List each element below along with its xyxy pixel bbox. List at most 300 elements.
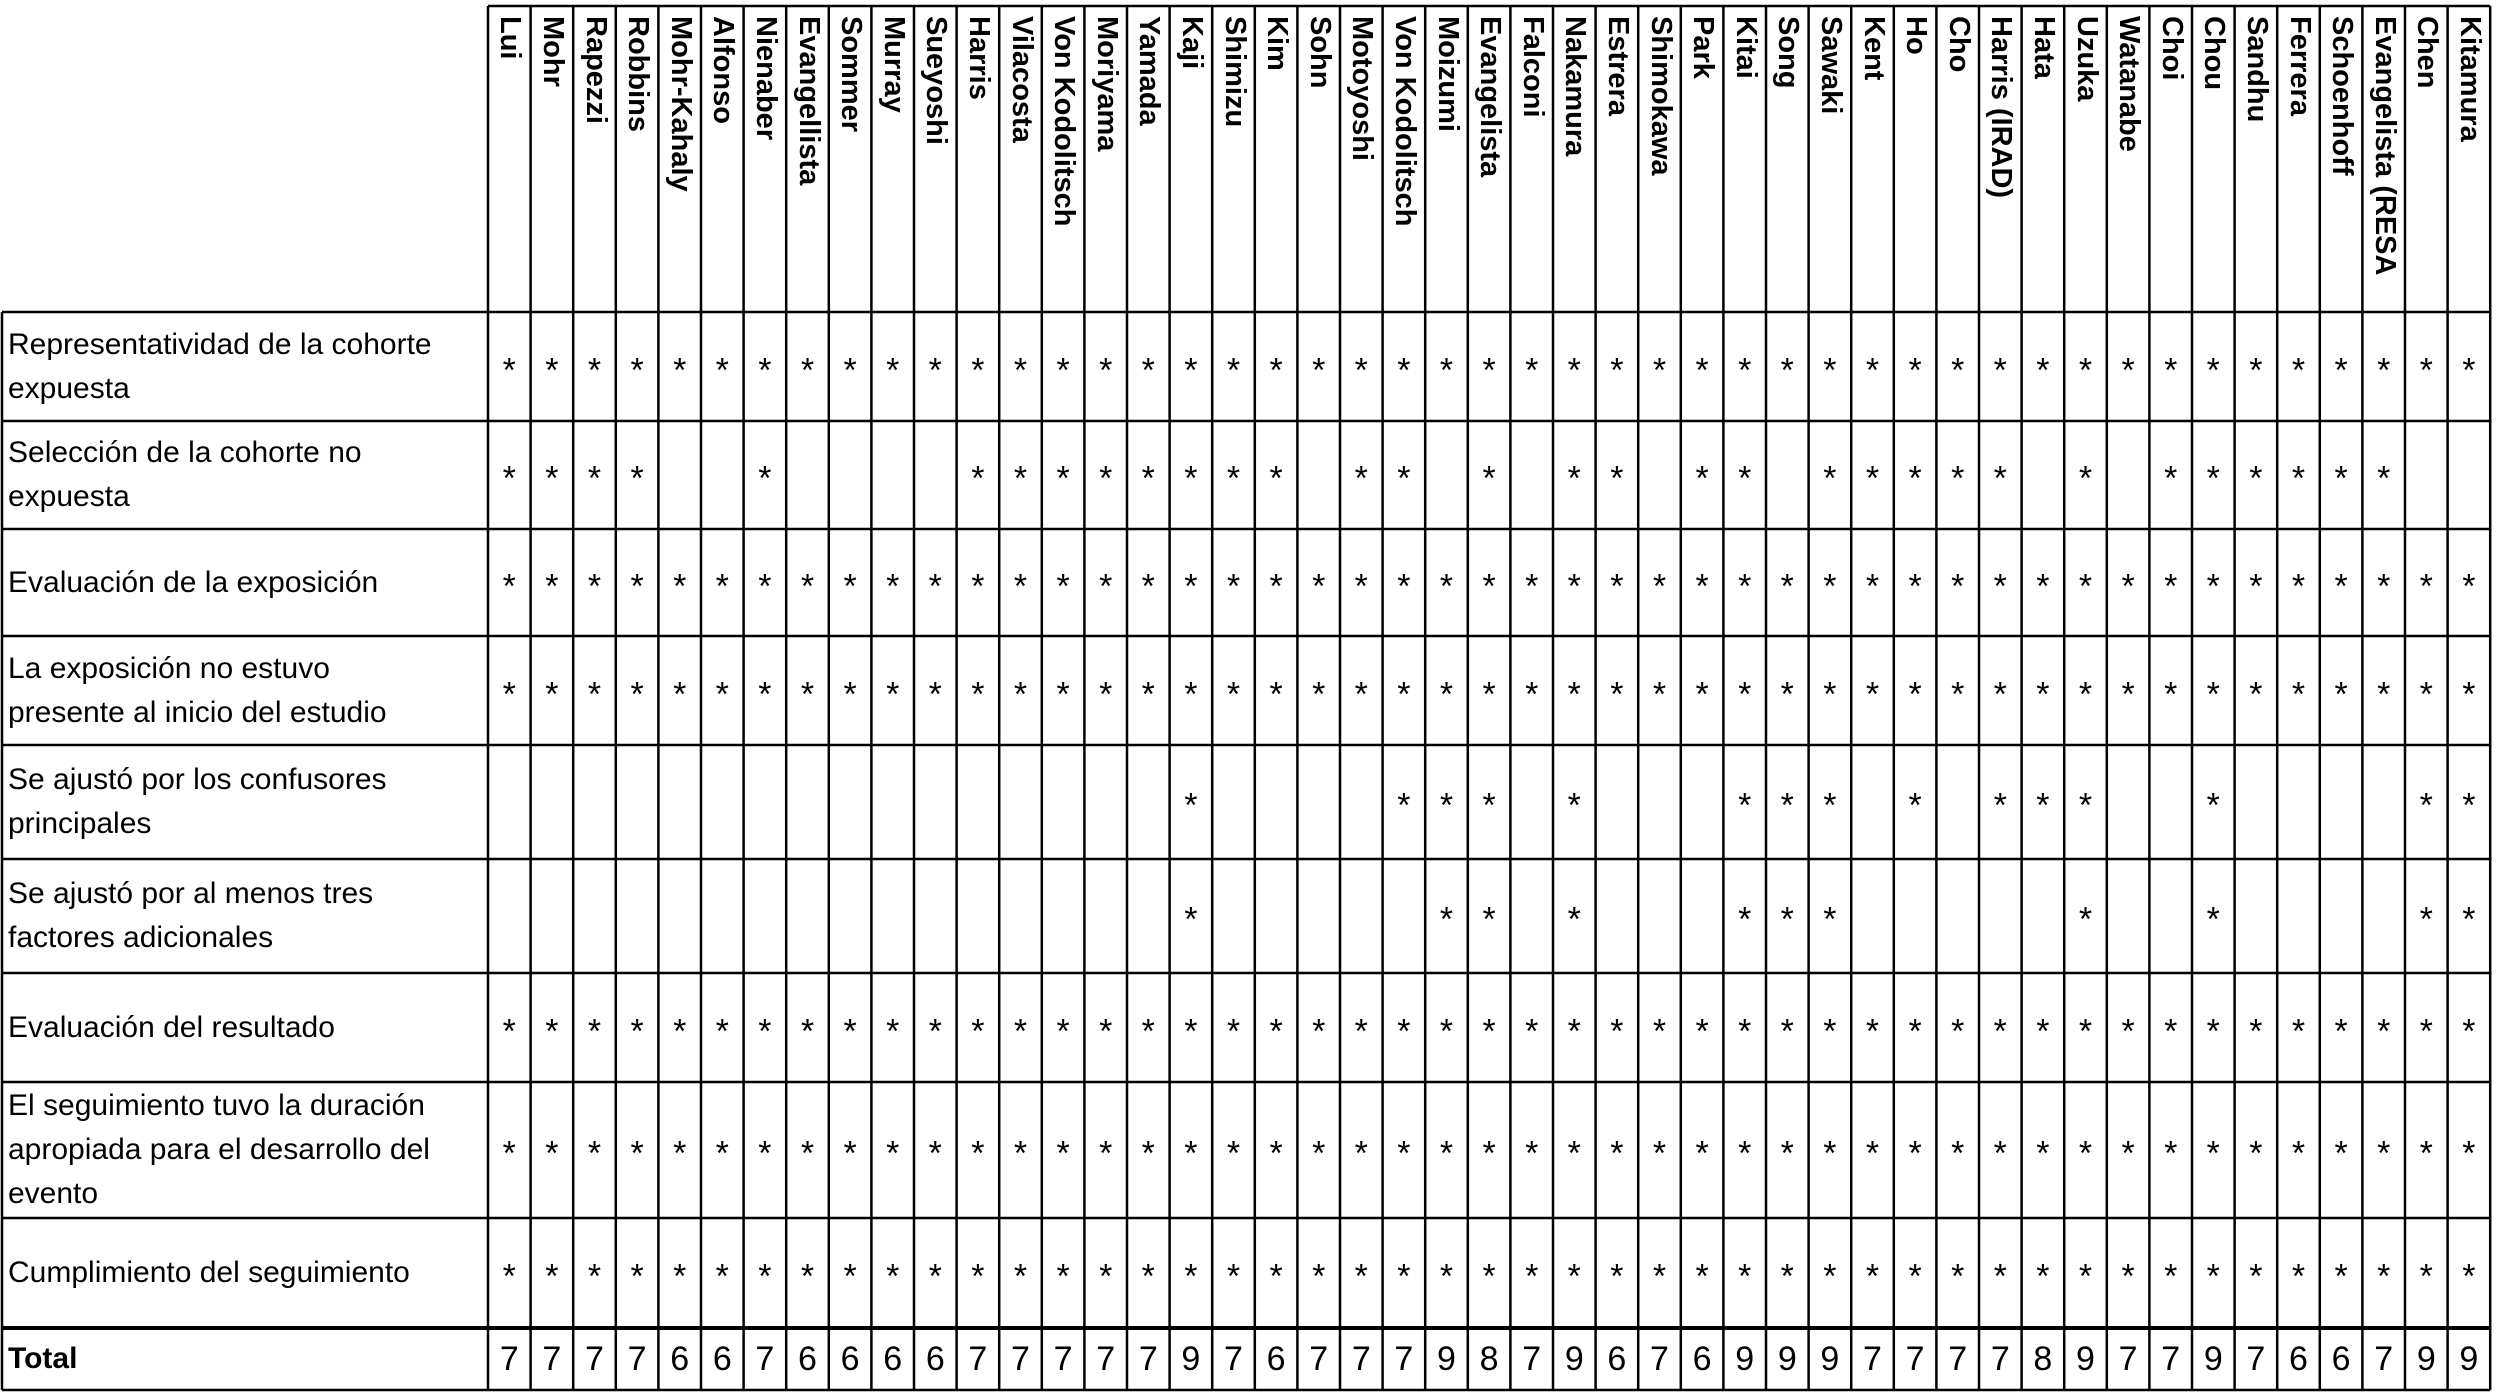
- study-header: Nakamura: [1559, 16, 1592, 157]
- criterion-star-mark: *: [2206, 786, 2220, 825]
- total-score: 9: [2203, 1340, 2223, 1378]
- criterion-star-mark: *: [1695, 1011, 1709, 1050]
- study-header: Evangelista (RESA: [2368, 16, 2401, 276]
- criterion-star-mark: *: [1652, 1011, 1667, 1050]
- criterion-star-mark: *: [1780, 674, 1794, 713]
- criterion-star-mark: *: [2334, 1257, 2348, 1296]
- criterion-star-mark: *: [1823, 786, 1837, 825]
- criterion-star-mark: *: [2121, 566, 2135, 605]
- criterion-star-mark: *: [1567, 674, 1581, 713]
- criterion-star-mark: *: [1993, 786, 2007, 825]
- criterion-star-mark: *: [1312, 1011, 1326, 1050]
- criterion-star-mark: *: [843, 674, 857, 713]
- criterion-star-mark: *: [1184, 459, 1198, 498]
- criterion-star-mark: *: [1141, 674, 1155, 713]
- criterion-star-mark: *: [1056, 1257, 1070, 1296]
- study-header: Estrera: [1601, 16, 1634, 116]
- total-score: 9: [2459, 1340, 2479, 1378]
- criterion-star-mark: *: [1738, 1011, 1752, 1050]
- criterion-star-mark: *: [2419, 1011, 2433, 1050]
- criterion-star-mark: *: [1652, 350, 1667, 389]
- criterion-label: Selección de la cohorte no expuesta: [8, 436, 362, 513]
- criterion-star-mark: *: [971, 350, 985, 389]
- criterion-star-mark: *: [1823, 350, 1837, 389]
- criterion-star-mark: *: [1184, 1011, 1198, 1050]
- criterion-star-mark: *: [1908, 350, 1922, 389]
- criterion-star-mark: *: [1397, 786, 1411, 825]
- criterion-star-mark: *: [1439, 1257, 1454, 1296]
- criterion-star-mark: *: [1354, 350, 1368, 389]
- criterion-star-mark: *: [843, 566, 857, 605]
- criterion-star-mark: *: [2164, 350, 2178, 389]
- criterion-star-mark: *: [1312, 1134, 1326, 1173]
- criterion-star-mark: *: [2206, 459, 2220, 498]
- criterion-star-mark: *: [800, 1257, 815, 1296]
- criterion-star-mark: *: [2249, 1011, 2263, 1050]
- total-score: 7: [499, 1340, 519, 1378]
- criterion-star-mark: *: [1738, 350, 1752, 389]
- criterion-star-mark: *: [1567, 566, 1581, 605]
- total-score: 7: [2374, 1340, 2394, 1378]
- total-score: 7: [2118, 1340, 2138, 1378]
- criterion-star-mark: *: [1823, 459, 1837, 498]
- criterion-star-mark: *: [502, 1134, 516, 1173]
- total-score: 9: [1777, 1340, 1797, 1378]
- criterion-star-mark: *: [1184, 1134, 1198, 1173]
- criterion-star-mark: *: [587, 674, 602, 713]
- study-header: Uzuka: [2070, 16, 2103, 102]
- total-score: 6: [925, 1340, 945, 1378]
- total-score: 6: [2289, 1340, 2308, 1378]
- criterion-star-mark: *: [545, 459, 559, 498]
- criterion-star-mark: *: [1823, 1134, 1837, 1173]
- criterion-star-mark: *: [1312, 674, 1326, 713]
- criterion-star-mark: *: [1908, 786, 1922, 825]
- study-header: Chou: [2198, 16, 2231, 91]
- criterion-star-mark: *: [2078, 350, 2093, 389]
- total-score: 7: [968, 1340, 988, 1378]
- criterion-star-mark: *: [1823, 1257, 1837, 1296]
- criterion-star-mark: *: [1908, 1134, 1922, 1173]
- criterion-star-mark: *: [1567, 786, 1581, 825]
- criterion-star-mark: *: [1397, 1011, 1411, 1050]
- study-header: Chen: [2411, 16, 2444, 89]
- criterion-star-mark: *: [1823, 566, 1837, 605]
- total-score: 7: [1948, 1340, 1968, 1378]
- criterion-star-mark: *: [2462, 566, 2476, 605]
- criterion-star-mark: *: [630, 350, 644, 389]
- criterion-star-mark: *: [1525, 1011, 1539, 1050]
- criterion-star-mark: *: [2036, 566, 2050, 605]
- criterion-star-mark: *: [1567, 1257, 1581, 1296]
- criterion-label: Evaluación de la exposición: [8, 565, 379, 599]
- criterion-star-mark: *: [1226, 350, 1241, 389]
- criterion-star-mark: *: [1525, 566, 1539, 605]
- study-header: Cho: [1942, 16, 1975, 73]
- criterion-star-mark: *: [800, 350, 815, 389]
- study-header: Yamada: [1133, 16, 1166, 126]
- criterion-star-mark: *: [2121, 1134, 2135, 1173]
- criterion-star-mark: *: [2377, 350, 2391, 389]
- criterion-star-mark: *: [1738, 674, 1752, 713]
- total-score: 7: [1309, 1340, 1329, 1378]
- criterion-star-mark: *: [1610, 350, 1624, 389]
- criterion-star-mark: *: [1993, 1011, 2007, 1050]
- criterion-star-mark: *: [843, 1257, 857, 1296]
- criterion-star-mark: *: [1865, 1011, 1880, 1050]
- criterion-star-mark: *: [1951, 566, 1965, 605]
- study-header: Murray: [877, 16, 910, 113]
- study-header: Kitai: [1729, 16, 1762, 79]
- criterion-star-mark: *: [2419, 1134, 2433, 1173]
- criterion-star-mark: *: [1865, 459, 1880, 498]
- criterion-star-mark: *: [1993, 459, 2007, 498]
- criterion-star-mark: *: [1993, 1134, 2007, 1173]
- criterion-star-mark: *: [1269, 350, 1283, 389]
- criterion-star-mark: *: [1184, 786, 1198, 825]
- criterion-star-mark: *: [1013, 459, 1028, 498]
- criterion-star-mark: *: [1397, 1257, 1411, 1296]
- criterion-star-mark: *: [1141, 1011, 1155, 1050]
- criterion-star-mark: *: [1738, 1257, 1752, 1296]
- criterion-star-mark: *: [928, 350, 942, 389]
- criterion-star-mark: *: [1439, 350, 1454, 389]
- study-header: Mohr: [536, 16, 569, 87]
- criterion-star-mark: *: [630, 566, 644, 605]
- criterion-star-mark: *: [545, 1011, 559, 1050]
- total-score: 7: [627, 1340, 647, 1378]
- criterion-star-mark: *: [2164, 459, 2178, 498]
- criterion-star-mark: *: [800, 1134, 815, 1173]
- criterion-star-mark: *: [1269, 674, 1283, 713]
- criterion-star-mark: *: [2164, 1011, 2178, 1050]
- criterion-star-mark: *: [1567, 1134, 1581, 1173]
- criterion-star-mark: *: [1013, 566, 1028, 605]
- criterion-star-mark: *: [1056, 350, 1070, 389]
- total-score: 7: [1863, 1340, 1882, 1378]
- criterion-star-mark: *: [1226, 459, 1241, 498]
- criterion-star-mark: *: [2334, 1134, 2348, 1173]
- criterion-label: La exposición no estuvo presente al inicio del estudio: [8, 651, 387, 729]
- criterion-star-mark: *: [2419, 786, 2433, 825]
- criterion-star-mark: *: [673, 1011, 687, 1050]
- criterion-star-mark: *: [1482, 459, 1496, 498]
- criterion-star-mark: *: [1482, 786, 1496, 825]
- criterion-star-mark: *: [2291, 674, 2306, 713]
- criterion-star-mark: *: [2036, 350, 2050, 389]
- total-score: 9: [2076, 1340, 2095, 1378]
- total-score: 6: [670, 1340, 690, 1378]
- study-header: Robbins: [622, 16, 655, 132]
- criterion-star-mark: *: [715, 1257, 729, 1296]
- criterion-star-mark: *: [1354, 1257, 1368, 1296]
- criterion-star-mark: *: [2249, 459, 2263, 498]
- criterion-star-mark: *: [630, 1134, 644, 1173]
- criterion-star-mark: *: [1695, 1134, 1709, 1173]
- criterion-star-mark: *: [1738, 1134, 1752, 1173]
- criterion-star-mark: *: [1652, 1257, 1667, 1296]
- criterion-star-mark: *: [1141, 459, 1155, 498]
- total-score: 8: [1479, 1340, 1499, 1378]
- criterion-star-mark: *: [843, 1011, 857, 1050]
- study-header: Nienaber: [749, 16, 782, 141]
- criterion-star-mark: *: [2291, 566, 2306, 605]
- criterion-star-mark: *: [715, 350, 729, 389]
- study-header: Ho: [1900, 16, 1933, 55]
- criterion-star-mark: *: [2462, 674, 2476, 713]
- study-header: Sandhu: [2240, 16, 2273, 123]
- criterion-star-mark: *: [715, 674, 729, 713]
- study-header: Schoenhoff: [2326, 16, 2359, 176]
- study-header: Sohn: [1303, 16, 1336, 89]
- criterion-star-mark: *: [715, 1134, 729, 1173]
- criterion-star-mark: *: [1439, 566, 1454, 605]
- criterion-star-mark: *: [1482, 1011, 1496, 1050]
- criterion-star-mark: *: [1780, 1011, 1794, 1050]
- total-score: 7: [2246, 1340, 2266, 1378]
- criterion-star-mark: *: [2291, 350, 2306, 389]
- criterion-star-mark: *: [587, 566, 602, 605]
- criterion-star-mark: *: [1865, 1134, 1880, 1173]
- criterion-star-mark: *: [1099, 1134, 1113, 1173]
- criterion-star-mark: *: [1823, 900, 1837, 939]
- criterion-star-mark: *: [2078, 674, 2093, 713]
- criterion-star-mark: *: [1013, 1134, 1028, 1173]
- criterion-star-mark: *: [2334, 1011, 2348, 1050]
- criterion-star-mark: *: [1908, 459, 1922, 498]
- criterion-star-mark: *: [2036, 1011, 2050, 1050]
- criterion-star-mark: *: [1780, 786, 1794, 825]
- study-header: Vilacosta: [1005, 16, 1038, 143]
- criterion-star-mark: *: [1865, 566, 1880, 605]
- total-score: 6: [2331, 1340, 2351, 1378]
- study-header: Shimizu: [1218, 16, 1251, 128]
- criterion-star-mark: *: [800, 1011, 815, 1050]
- criterion-star-mark: *: [1908, 566, 1922, 605]
- study-header: Watanabe: [2113, 16, 2146, 152]
- criterion-star-mark: *: [1312, 350, 1326, 389]
- criterion-star-mark: *: [928, 1134, 942, 1173]
- criterion-star-mark: *: [1865, 674, 1880, 713]
- criterion-star-mark: *: [1908, 674, 1922, 713]
- criterion-star-mark: *: [886, 350, 900, 389]
- criterion-star-mark: *: [2078, 1257, 2093, 1296]
- criterion-star-mark: *: [758, 566, 772, 605]
- criterion-star-mark: *: [1951, 1134, 1965, 1173]
- criterion-star-mark: *: [2334, 566, 2348, 605]
- criterion-star-mark: *: [545, 566, 559, 605]
- total-label: Total: [8, 1342, 78, 1375]
- study-header: Kim: [1261, 16, 1294, 71]
- study-header: Sueyoshi: [920, 16, 953, 145]
- criterion-star-mark: *: [1993, 566, 2007, 605]
- study-header: Alfonso: [707, 16, 740, 124]
- criterion-star-mark: *: [1482, 900, 1496, 939]
- criterion-star-mark: *: [2206, 566, 2220, 605]
- criterion-star-mark: *: [1184, 674, 1198, 713]
- criterion-star-mark: *: [928, 566, 942, 605]
- criterion-star-mark: *: [1099, 459, 1113, 498]
- criterion-star-mark: *: [2419, 900, 2433, 939]
- criterion-star-mark: *: [2036, 1134, 2050, 1173]
- criterion-star-mark: *: [1951, 1257, 1965, 1296]
- criterion-star-mark: *: [1610, 566, 1624, 605]
- criterion-star-mark: *: [1184, 1257, 1198, 1296]
- criterion-star-mark: *: [1099, 1257, 1113, 1296]
- study-header: Sawaki: [1814, 16, 1847, 115]
- criterion-star-mark: *: [1226, 566, 1241, 605]
- criterion-star-mark: *: [971, 1257, 985, 1296]
- study-header: Kent: [1857, 16, 1890, 81]
- total-score: 9: [2416, 1340, 2436, 1378]
- criterion-star-mark: *: [1567, 900, 1581, 939]
- criterion-star-mark: *: [1141, 566, 1155, 605]
- criterion-star-mark: *: [673, 1134, 687, 1173]
- criterion-star-mark: *: [843, 1134, 857, 1173]
- criterion-star-mark: *: [1056, 459, 1070, 498]
- criterion-star-mark: *: [1780, 566, 1794, 605]
- criterion-star-mark: *: [1823, 1011, 1837, 1050]
- criterion-star-mark: *: [2462, 350, 2476, 389]
- criterion-star-mark: *: [971, 1011, 985, 1050]
- criterion-star-mark: *: [2377, 1257, 2391, 1296]
- criterion-star-mark: *: [545, 674, 559, 713]
- criterion-star-mark: *: [1439, 674, 1454, 713]
- criterion-star-mark: *: [1099, 566, 1113, 605]
- criterion-star-mark: *: [2036, 786, 2050, 825]
- criterion-star-mark: *: [1013, 1011, 1028, 1050]
- study-header: Evangellista: [792, 16, 825, 186]
- criterion-star-mark: *: [1354, 459, 1368, 498]
- criterion-star-mark: *: [1482, 1134, 1496, 1173]
- total-score: 7: [1351, 1340, 1371, 1378]
- study-header: Von Kodolitsch: [1388, 16, 1421, 227]
- criterion-star-mark: *: [2249, 1257, 2263, 1296]
- criterion-star-mark: *: [1610, 1257, 1624, 1296]
- criterion-star-mark: *: [673, 350, 687, 389]
- criterion-star-mark: *: [2121, 350, 2135, 389]
- criterion-label: El seguimiento tuvo la duración apropiada para el desarrollo del evento: [8, 1089, 430, 1210]
- criterion-star-mark: *: [1738, 900, 1752, 939]
- criterion-star-mark: *: [1525, 1134, 1539, 1173]
- total-score: 9: [1564, 1340, 1584, 1378]
- total-score: 6: [883, 1340, 903, 1378]
- criterion-star-mark: *: [1354, 1011, 1368, 1050]
- criterion-star-mark: *: [2377, 1011, 2391, 1050]
- criterion-star-mark: *: [587, 1134, 602, 1173]
- criterion-star-mark: *: [2036, 1257, 2050, 1296]
- criterion-star-mark: *: [2206, 1011, 2220, 1050]
- total-score: 8: [2033, 1340, 2053, 1378]
- criterion-star-mark: *: [1865, 350, 1880, 389]
- criterion-star-mark: *: [2419, 674, 2433, 713]
- criterion-star-mark: *: [2036, 674, 2050, 713]
- criterion-star-mark: *: [1056, 1134, 1070, 1173]
- criterion-star-mark: *: [758, 459, 772, 498]
- criterion-star-mark: *: [587, 1011, 602, 1050]
- criterion-star-mark: *: [2206, 350, 2220, 389]
- total-score: 6: [798, 1340, 817, 1378]
- study-header: Falconi: [1516, 16, 1549, 118]
- criterion-star-mark: *: [1056, 674, 1070, 713]
- criterion-star-mark: *: [1951, 350, 1965, 389]
- criterion-star-mark: *: [2419, 1257, 2433, 1296]
- total-score: 7: [1011, 1340, 1030, 1378]
- criterion-star-mark: *: [587, 350, 602, 389]
- criterion-star-mark: *: [1269, 1134, 1283, 1173]
- criterion-star-mark: *: [800, 674, 815, 713]
- criterion-star-mark: *: [2121, 674, 2135, 713]
- criterion-star-mark: *: [2206, 900, 2220, 939]
- criterion-star-mark: *: [1056, 1011, 1070, 1050]
- criterion-star-mark: *: [2462, 786, 2476, 825]
- criterion-star-mark: *: [1439, 1011, 1454, 1050]
- criterion-star-mark: *: [1439, 786, 1454, 825]
- study-header: Shimokawa: [1644, 16, 1677, 176]
- criterion-star-mark: *: [2164, 674, 2178, 713]
- criterion-star-mark: *: [2249, 674, 2263, 713]
- study-header: Rapezzi: [579, 16, 612, 124]
- criterion-star-mark: *: [1567, 350, 1581, 389]
- criterion-star-mark: *: [1951, 674, 1965, 713]
- criterion-star-mark: *: [2121, 1011, 2135, 1050]
- criterion-star-mark: *: [545, 1134, 559, 1173]
- criterion-star-mark: *: [928, 674, 942, 713]
- criterion-star-mark: *: [2291, 1257, 2306, 1296]
- criterion-star-mark: *: [1312, 1257, 1326, 1296]
- total-score: 7: [1224, 1340, 1243, 1378]
- criterion-star-mark: *: [2206, 1134, 2220, 1173]
- criterion-star-mark: *: [928, 1257, 942, 1296]
- criterion-star-mark: *: [502, 350, 516, 389]
- criterion-star-mark: *: [886, 674, 900, 713]
- criterion-star-mark: *: [1780, 1257, 1794, 1296]
- criterion-star-mark: *: [2291, 1011, 2306, 1050]
- criterion-star-mark: *: [1397, 350, 1411, 389]
- total-score: 9: [1181, 1340, 1201, 1378]
- study-header: Ferrera: [2283, 16, 2316, 116]
- criterion-star-mark: *: [2334, 459, 2348, 498]
- criterion-label: Evaluación del resultado: [8, 1010, 335, 1044]
- criterion-star-mark: *: [1056, 566, 1070, 605]
- criterion-star-mark: *: [2377, 566, 2391, 605]
- criterion-star-mark: *: [2249, 350, 2263, 389]
- study-header: Song: [1772, 16, 1805, 89]
- criterion-star-mark: *: [1951, 1011, 1965, 1050]
- criterion-star-mark: *: [2462, 1257, 2476, 1296]
- total-score: 7: [1522, 1340, 1542, 1378]
- criterion-star-mark: *: [1184, 566, 1198, 605]
- criterion-star-mark: *: [971, 566, 985, 605]
- criterion-star-mark: *: [1354, 1134, 1368, 1173]
- criterion-star-mark: *: [1908, 1257, 1922, 1296]
- criterion-star-mark: *: [1354, 566, 1368, 605]
- criterion-star-mark: *: [1354, 674, 1368, 713]
- criterion-star-mark: *: [2249, 1134, 2263, 1173]
- criterion-star-mark: *: [2462, 1011, 2476, 1050]
- criterion-star-mark: *: [1695, 1257, 1709, 1296]
- criterion-star-mark: *: [1610, 1134, 1624, 1173]
- criterion-star-mark: *: [758, 1257, 772, 1296]
- criterion-star-mark: *: [1738, 786, 1752, 825]
- criterion-star-mark: *: [1610, 459, 1624, 498]
- criterion-star-mark: *: [886, 1134, 900, 1173]
- criterion-star-mark: *: [2121, 1257, 2135, 1296]
- criterion-star-mark: *: [1226, 1134, 1241, 1173]
- criterion-star-mark: *: [1525, 1257, 1539, 1296]
- criterion-star-mark: *: [1823, 674, 1837, 713]
- criterion-star-mark: *: [1397, 1134, 1411, 1173]
